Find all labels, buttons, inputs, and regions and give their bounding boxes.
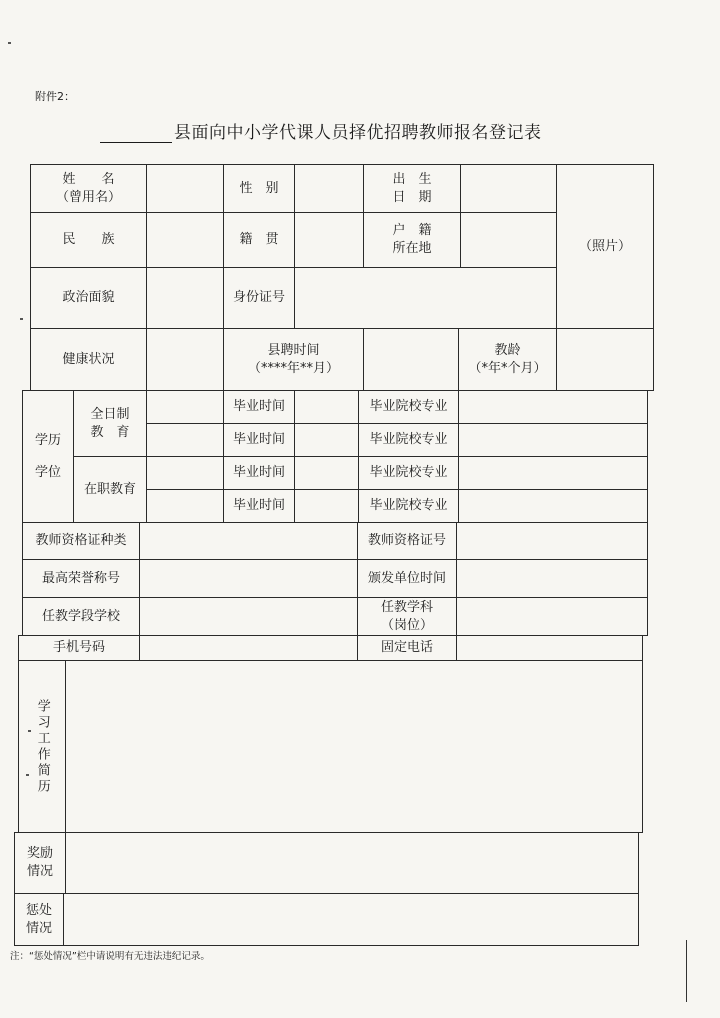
footnote: 注：“惩处情况”栏中请说明有无违法违纪记录。 [10,951,210,962]
native-place-label: 籍 贯 [223,212,295,268]
awards-label-line1: 奖励 [26,846,53,862]
education-label-line1: 学历 [34,432,61,448]
teaching-years-label-line2: （*年*个月） [468,360,547,376]
issuer-time-label: 颁发单位时间 [357,559,457,598]
birth-label [363,164,461,213]
grad-time-field-1[interactable] [294,390,359,424]
photo-box[interactable]: （照片） [556,164,654,329]
grad-time-field-4[interactable] [294,489,359,523]
education-label-line2: 学位 [34,464,61,480]
scan-speck [8,42,11,44]
grad-time-label-4: 毕业时间 [223,489,295,523]
grad-school-label-3: 毕业院校专业 [358,456,459,490]
grad-time-label-2: 毕业时间 [223,423,295,457]
inservice-degree-field-1[interactable] [146,456,224,490]
school-field[interactable] [139,597,358,636]
subject-label-line2: （岗位） [380,617,433,633]
penalty-label-line2: 情况 [25,920,52,936]
name-label-line1: 姓 名 [62,171,115,187]
ethnicity-field[interactable] [146,212,224,268]
id-number-field[interactable] [294,267,557,329]
teaching-years-label [458,328,557,391]
penalty-label-line1: 惩处 [25,902,52,918]
name-label-line2: （曾用名） [55,189,121,205]
issuer-time-field[interactable] [456,559,648,598]
cert-number-label: 教师资格证号 [357,522,457,560]
awards-label-line2: 情况 [26,864,53,879]
hire-time-field[interactable] [363,328,459,391]
birth-label-line1: 出 生 [392,171,432,187]
hukou-label-line1: 户 籍 [392,223,432,239]
political-field[interactable] [146,267,224,329]
honor-label: 最高荣誉称号 [22,559,140,598]
penalty-label [14,893,64,946]
grad-school-field-4[interactable] [458,489,648,523]
subject-field[interactable] [456,597,648,636]
scan-edge-line [686,940,687,1002]
native-place-field[interactable] [294,212,364,268]
mobile-field[interactable] [139,635,358,661]
grad-time-label-3: 毕业时间 [223,456,295,490]
fulltime-label-line2: 教 育 [90,424,130,440]
teaching-years-label-line1: 教龄 [494,342,521,358]
attachment-label: 附件2： [35,90,75,103]
hire-time-label-line2: （****年**月） [247,360,339,376]
gender-field[interactable] [294,164,364,213]
grad-school-label-4: 毕业院校专业 [358,489,459,523]
resume-label-text: 学习工作简历 [34,698,50,795]
grad-school-field-3[interactable] [458,456,648,490]
scan-speck [26,774,29,776]
fulltime-label [73,390,147,457]
form-title [100,118,542,143]
honor-field[interactable] [139,559,358,598]
awards-label [14,832,66,894]
inservice-degree-field-2[interactable] [146,489,224,523]
education-label [22,390,74,523]
mobile-label: 手机号码 [18,635,140,661]
fulltime-degree-field-1[interactable] [146,390,224,424]
hukou-field[interactable] [460,212,557,268]
school-label: 任教学段学校 [22,597,140,636]
hire-time-label [223,328,364,391]
fulltime-label-line1: 全日制 [90,406,130,422]
resume-field[interactable] [65,660,643,833]
grad-school-label-1: 毕业院校专业 [358,390,459,424]
form-title-text: 县面向中小学代课人员择优招聘教师报名登记表 [174,123,542,143]
teaching-years-field[interactable] [556,328,654,391]
grad-time-field-2[interactable] [294,423,359,457]
name-label [30,164,147,213]
grad-time-field-3[interactable] [294,456,359,490]
scan-speck [28,730,31,732]
birth-field[interactable] [460,164,557,213]
health-field[interactable] [146,328,224,391]
subject-label [357,597,457,636]
resume-label [18,660,66,833]
hukou-label-line2: 所在地 [392,241,432,256]
id-number-label: 身份证号 [223,267,295,329]
ethnicity-label: 民 族 [30,212,147,268]
health-label: 健康状况 [30,328,147,391]
cert-type-label: 教师资格证种类 [22,522,140,560]
penalty-field[interactable] [63,893,639,946]
awards-field[interactable] [65,832,639,894]
landline-label: 固定电话 [357,635,457,661]
hire-time-label-line1: 县聘时间 [267,342,320,358]
inservice-label: 在职教育 [73,456,147,523]
county-blank[interactable] [100,126,172,143]
grad-school-field-2[interactable] [458,423,648,457]
grad-school-label-2: 毕业院校专业 [358,423,459,457]
grad-school-field-1[interactable] [458,390,648,424]
subject-label-line1: 任教学科 [380,599,433,615]
scan-speck [20,318,23,320]
cert-type-field[interactable] [139,522,358,560]
cert-number-field[interactable] [456,522,648,560]
name-field[interactable] [146,164,224,213]
grad-time-label-1: 毕业时间 [223,390,295,424]
gender-label: 性 别 [223,164,295,213]
fulltime-degree-field-2[interactable] [146,423,224,457]
landline-field[interactable] [456,635,643,661]
birth-label-line2: 日 期 [392,189,432,205]
political-label: 政治面貌 [30,267,147,329]
hukou-label [363,212,461,268]
